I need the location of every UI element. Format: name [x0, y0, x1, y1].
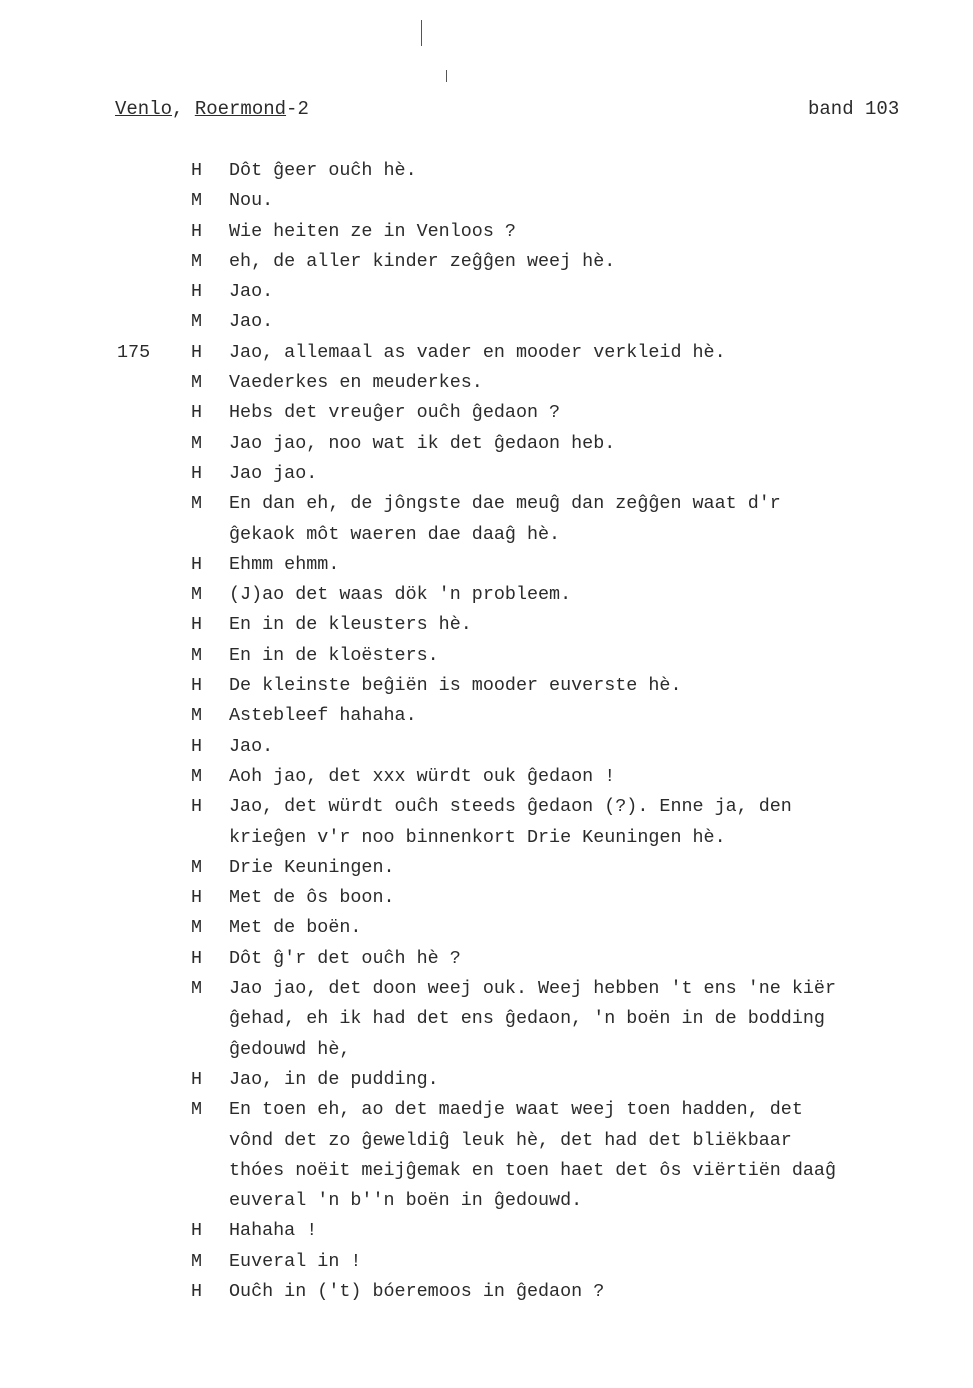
speaker-label: M — [191, 584, 203, 606]
turn-m — [0, 429, 973, 459]
utterance: ĝehad, eh ik had det ens ĝedaon, 'n boën in de bodding — [229, 1008, 825, 1030]
utterance: Jao. — [229, 281, 274, 303]
turn-h — [0, 732, 973, 762]
transcript-line — [0, 338, 973, 368]
transcript-line — [0, 489, 973, 519]
utterance: Jao jao, noo wat ik det ĝedaon heb. — [229, 432, 616, 454]
turn-h — [0, 338, 973, 368]
utterance: Met de boën. — [229, 917, 362, 939]
speaker-label: H — [191, 1068, 203, 1090]
speaker-label: H — [191, 947, 203, 969]
transcript-line — [0, 883, 973, 913]
header-suffix: -2 — [286, 98, 309, 120]
speaker-label: H — [191, 341, 203, 363]
transcript-line — [0, 1035, 973, 1065]
turn-h — [0, 792, 973, 853]
speaker-label: H — [191, 553, 203, 575]
transcript-line — [0, 398, 973, 428]
transcript-line — [0, 186, 973, 216]
turn-h — [0, 217, 973, 247]
turn-m — [0, 641, 973, 671]
turn-h — [0, 550, 973, 580]
transcript-line — [0, 974, 973, 1004]
speaker-label: M — [191, 917, 203, 939]
transcript-line — [0, 217, 973, 247]
turn-m — [0, 489, 973, 550]
speaker-label: H — [191, 220, 203, 242]
transcript-line — [0, 156, 973, 186]
transcript-line — [0, 1126, 973, 1156]
utterance: En in de kleusters hè. — [229, 614, 472, 636]
header-separator: , — [172, 98, 195, 120]
speaker-label: H — [191, 160, 203, 181]
scan-mark — [446, 70, 447, 82]
speaker-label: M — [191, 856, 203, 878]
turn-m — [0, 580, 973, 610]
turn-m — [0, 368, 973, 398]
transcript-line — [0, 1004, 973, 1034]
transcript-line — [0, 641, 973, 671]
transcript-line — [0, 520, 973, 550]
utterance: Jao, det würdt ouĉh steeds ĝedaon (?). Enne ja, den — [229, 796, 792, 818]
utterance: thóes noëit meijĝemak en toen haet det ôs viërtiën daaĝ — [229, 1159, 836, 1181]
utterance: Jao jao, det doon weej ouk. Weej hebben 't ens 'ne kiër — [229, 978, 836, 1000]
speaker-label: H — [191, 887, 203, 909]
speaker-label: M — [191, 705, 203, 727]
turn-h — [0, 156, 973, 186]
utterance: Dôt ĝeer ouĉh hè. — [229, 160, 417, 181]
speaker-label: H — [191, 675, 203, 697]
utterance: Drie Keuningen. — [229, 856, 395, 878]
turn-m — [0, 186, 973, 216]
transcript-line — [0, 1065, 973, 1095]
speaker-label: H — [191, 796, 203, 818]
utterance: vônd det zo ĝeweldiĝ leuk hè, det had det bliëkbaar — [229, 1129, 792, 1151]
turn-h — [0, 1277, 973, 1307]
transcript-line — [0, 307, 973, 337]
scan-mark — [421, 20, 422, 46]
utterance: De kleinste beĝiën is mooder euverste hè. — [229, 675, 682, 697]
header-place-2: Roermond — [194, 98, 287, 120]
transcript-line — [0, 701, 973, 731]
turn-m — [0, 247, 973, 277]
transcript-line — [0, 792, 973, 822]
utterance: Wie heiten ze in Venloos ? — [229, 220, 516, 242]
turn-m — [0, 307, 973, 337]
transcript-line — [0, 459, 973, 489]
utterance: eh, de aller kinder zeĝĝen weej hè. — [229, 250, 616, 272]
transcript-line — [0, 1216, 973, 1246]
header-location — [115, 98, 309, 120]
utterance: euveral 'n b''n boën in ĝedouwd. — [229, 1190, 583, 1212]
utterance: Aoh jao, det xxx würdt ouk ĝedaon ! — [229, 765, 616, 787]
speaker-label: M — [191, 1250, 203, 1272]
transcript-line — [0, 913, 973, 943]
transcript-line — [0, 1156, 973, 1186]
turn-h — [0, 277, 973, 307]
turn-h — [0, 610, 973, 640]
utterance: ĝekaok môt waeren dae daaĝ hè. — [229, 523, 561, 545]
line-number: 175 — [117, 341, 151, 363]
turn-m — [0, 762, 973, 792]
utterance: Ehmm ehmm. — [229, 553, 340, 575]
utterance: Ouĉh in ('t) bóeremoos in ĝedaon ? — [229, 1280, 605, 1302]
turn-m — [0, 853, 973, 883]
speaker-label: M — [191, 978, 203, 1000]
utterance: (J)ao det waas dök 'n probleem. — [229, 584, 572, 606]
transcript-line — [0, 1095, 973, 1125]
turn-m — [0, 1247, 973, 1277]
transcript-line — [0, 1277, 973, 1307]
transcript-line — [0, 1186, 973, 1216]
transcript-line — [0, 610, 973, 640]
turn-m — [0, 974, 973, 1065]
transcript-line — [0, 732, 973, 762]
utterance: Jao, allemaal as vader en mooder verkleid hè. — [229, 341, 726, 363]
transcript-line — [0, 550, 973, 580]
utterance: En toen eh, ao det maedje waat weej toen hadden, det — [229, 1099, 803, 1121]
header-place-1: Venlo — [115, 98, 173, 120]
speaker-label: M — [191, 644, 203, 666]
speaker-label: H — [191, 402, 203, 424]
transcript-line — [0, 580, 973, 610]
speaker-label: M — [191, 765, 203, 787]
speaker-label: M — [191, 190, 203, 212]
speaker-label: M — [191, 250, 203, 272]
utterance: Astebleef hahaha. — [229, 705, 417, 727]
transcript-line — [0, 671, 973, 701]
turn-h — [0, 883, 973, 913]
utterance: krieĝen v'r noo binnenkort Drie Keuningen hè. — [229, 826, 726, 848]
speaker-label: M — [191, 432, 203, 454]
speaker-label: H — [191, 735, 203, 757]
transcript-line — [0, 762, 973, 792]
transcript-line — [0, 247, 973, 277]
transcript-line — [0, 1247, 973, 1277]
turn-h — [0, 671, 973, 701]
turn-m — [0, 1095, 973, 1216]
speaker-label: M — [191, 1099, 203, 1121]
transcript — [0, 156, 973, 1307]
speaker-label: H — [191, 462, 203, 484]
turn-h — [0, 944, 973, 974]
speaker-label: H — [191, 1220, 203, 1242]
utterance: ĝedouwd hè, — [229, 1038, 351, 1060]
speaker-label: H — [191, 281, 203, 303]
turn-m — [0, 701, 973, 731]
utterance: Euveral in ! — [229, 1250, 362, 1272]
transcript-line — [0, 944, 973, 974]
utterance: En in de kloësters. — [229, 644, 439, 666]
utterance: Jao jao. — [229, 462, 318, 484]
utterance: Jao. — [229, 311, 274, 333]
turn-h — [0, 1065, 973, 1095]
transcript-line — [0, 823, 973, 853]
transcript-line — [0, 277, 973, 307]
utterance: Jao. — [229, 735, 274, 757]
speaker-label: H — [191, 1280, 203, 1302]
turn-h — [0, 1216, 973, 1246]
speaker-label: M — [191, 372, 203, 394]
header-tape-number: band 103 — [808, 98, 900, 120]
turn-m — [0, 913, 973, 943]
utterance: Jao, in de pudding. — [229, 1068, 439, 1090]
utterance: Hebs det vreuĝer ouĉh ĝedaon ? — [229, 402, 561, 424]
transcript-line — [0, 368, 973, 398]
speaker-label: H — [191, 614, 203, 636]
speaker-label: M — [191, 493, 203, 515]
turn-h — [0, 398, 973, 428]
utterance: Vaederkes en meuderkes. — [229, 372, 483, 394]
turn-h — [0, 459, 973, 489]
transcript-line — [0, 429, 973, 459]
utterance: Hahaha ! — [229, 1220, 318, 1242]
utterance: Nou. — [229, 190, 274, 212]
utterance: Dôt ĝ'r det ouĉh hè ? — [229, 947, 461, 969]
transcript-line — [0, 853, 973, 883]
utterance: Met de ôs boon. — [229, 887, 395, 909]
utterance: En dan eh, de jôngste dae meuĝ dan zeĝĝen waat d'r — [229, 493, 781, 515]
speaker-label: M — [191, 311, 203, 333]
